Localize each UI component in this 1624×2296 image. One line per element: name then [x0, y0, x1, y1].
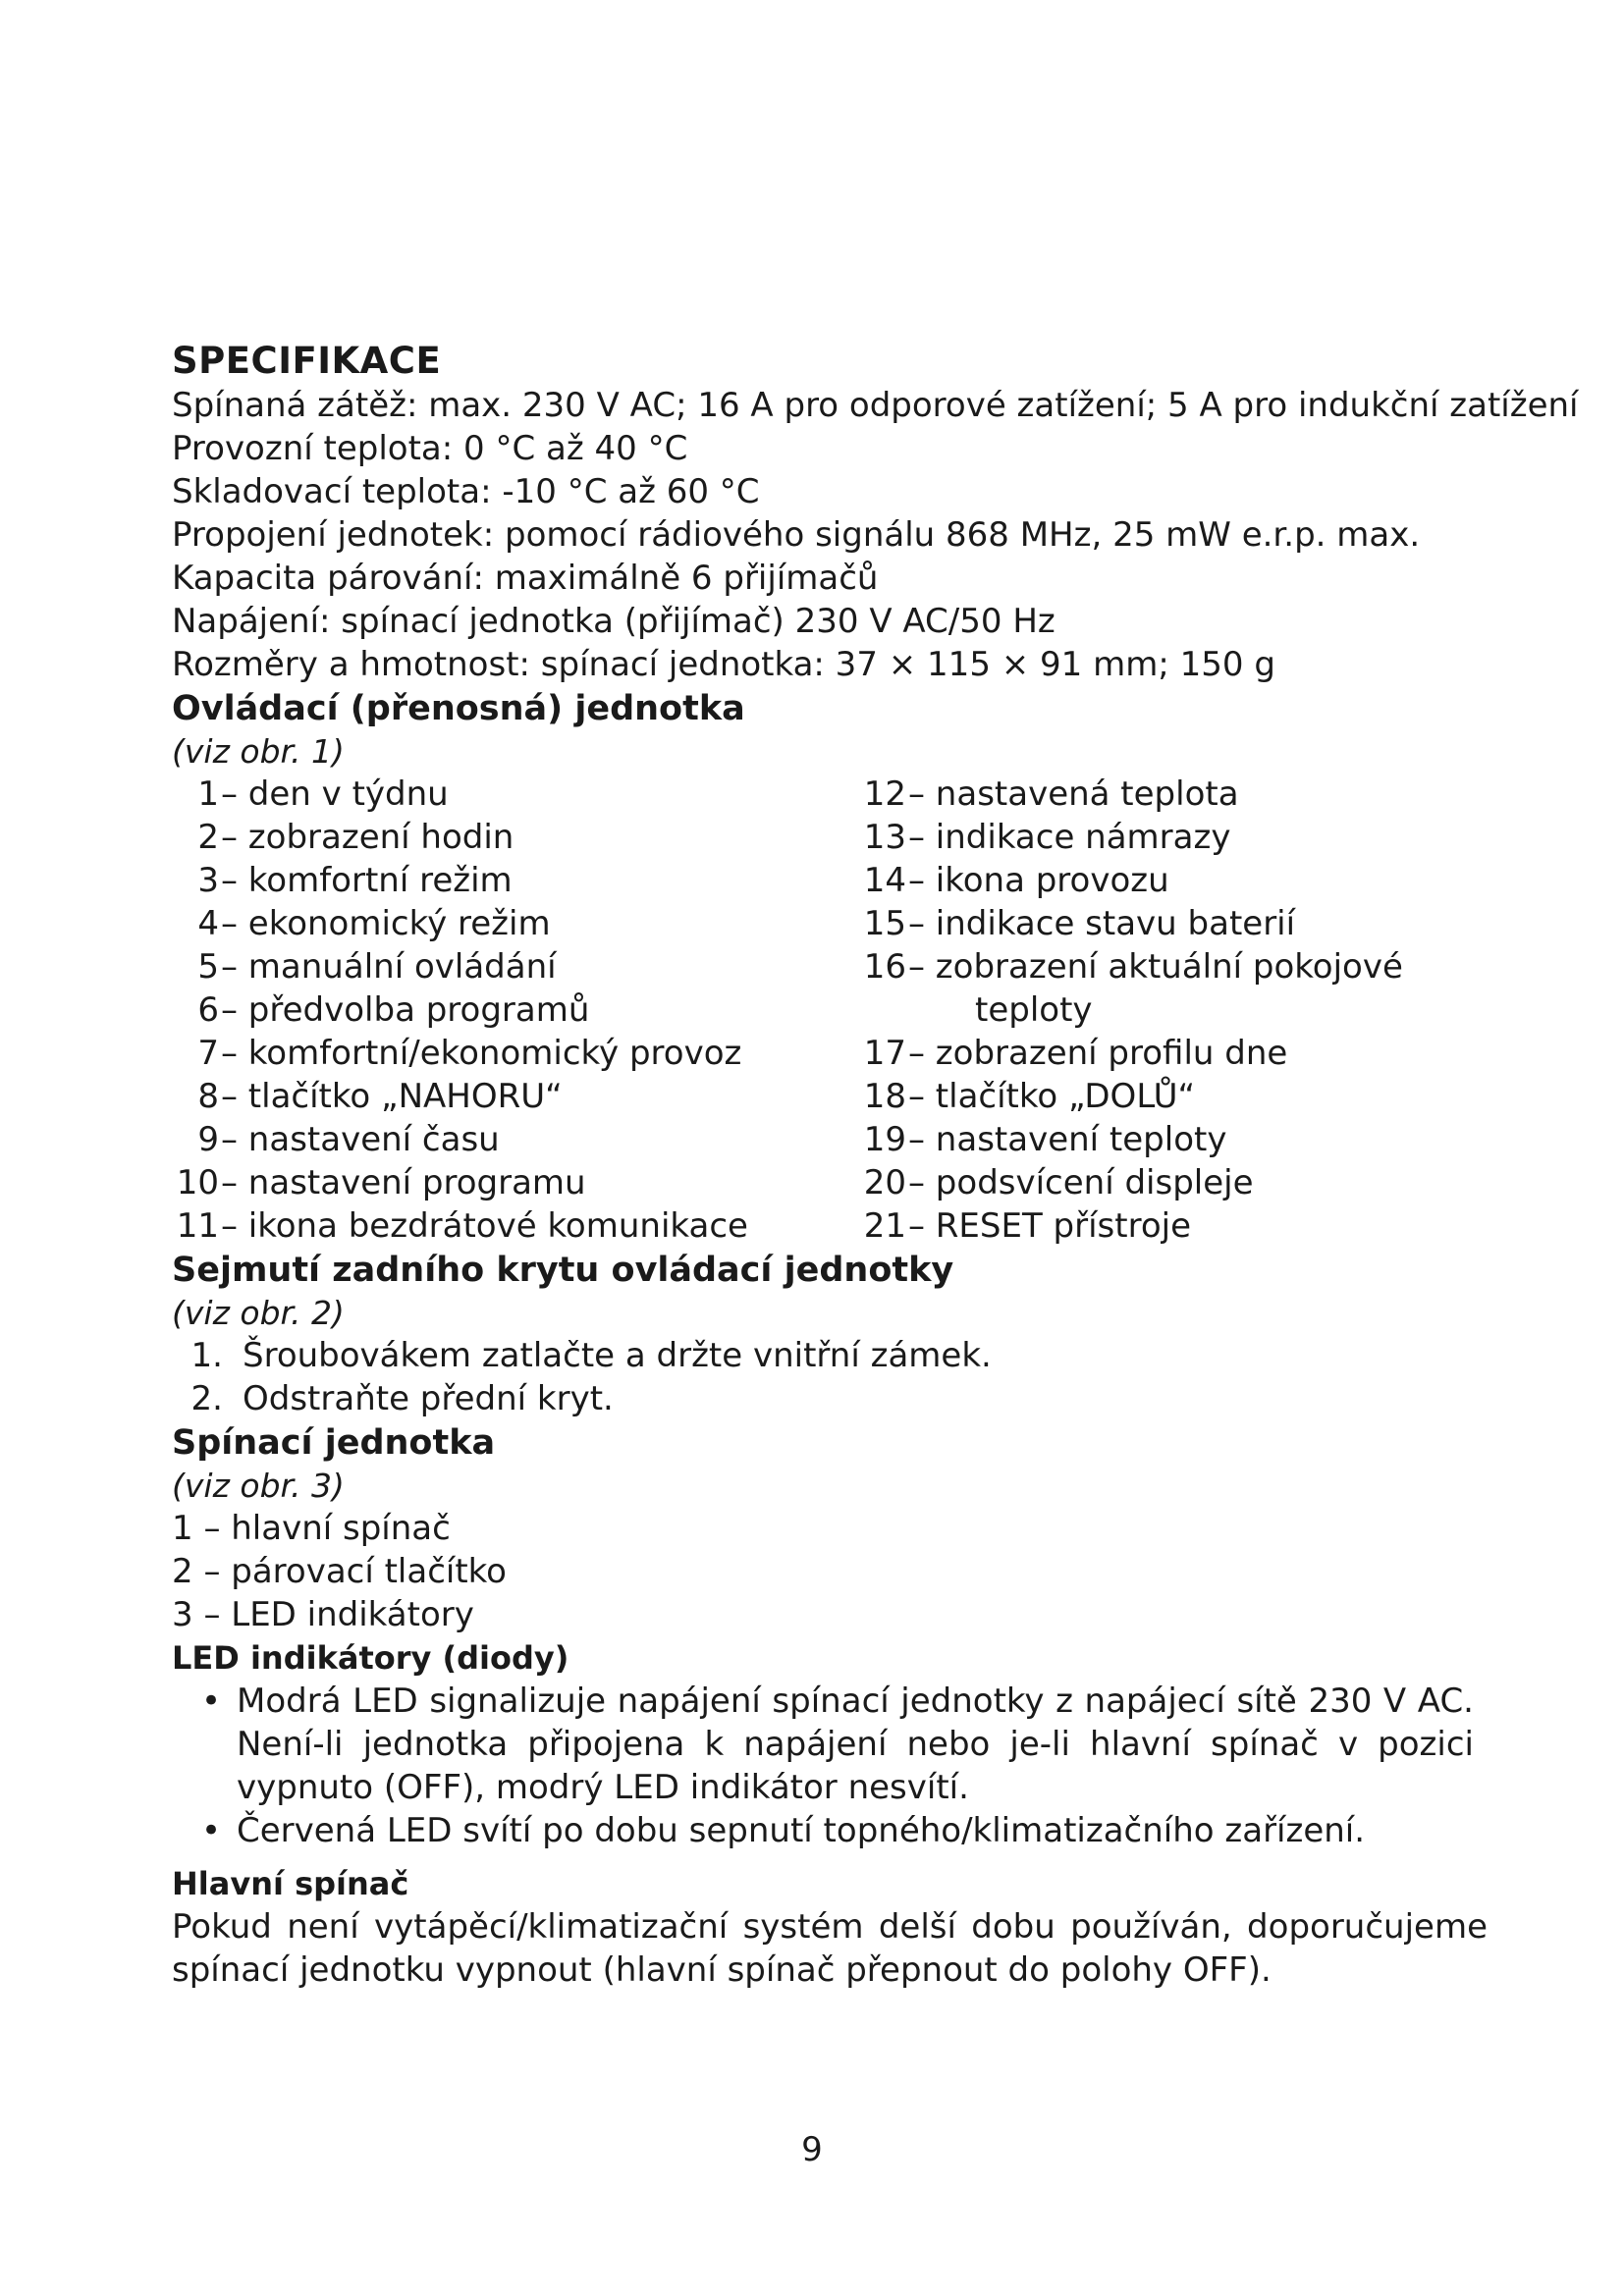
- spec-line: Skladovací teplota: -10 °C až 60 °C: [172, 472, 760, 511]
- sejmuti-heading: Sejmutí zadního krytu ovládací jednotky: [172, 1251, 954, 1290]
- spinaci-item: 2 – párovací tlačítko: [172, 1552, 507, 1591]
- legend-right-column: [859, 773, 1488, 1248]
- step-item: 1. Šroubovákem zatlačte a držte vnitřní zámek.: [190, 1336, 992, 1375]
- spinaci-item: 3 – LED indikátory: [172, 1595, 474, 1634]
- legend-item: 19 – nastavení teploty: [863, 1120, 1227, 1159]
- legend-item: 21 – RESET přístroje: [863, 1206, 1192, 1246]
- bullet-icon: •: [201, 1811, 222, 1850]
- legend-item: 9 – nastavení času: [197, 1120, 500, 1159]
- spec-list: [172, 384, 1579, 686]
- legend-item: 13 – indikace námrazy: [863, 818, 1231, 857]
- document-page: [172, 339, 1579, 1992]
- led-heading: LED indikátory (diody): [172, 1639, 569, 1677]
- legend-item: 10 – nastavení programu: [176, 1163, 586, 1202]
- hlavni-heading: Hlavní spínač: [172, 1865, 409, 1902]
- legend-item: 15 – indikace stavu baterií: [863, 904, 1296, 943]
- legend-item: 14 – ikona provozu: [863, 861, 1169, 900]
- figure-reference: (viz obr. 3): [172, 1467, 345, 1505]
- spec-line: Kapacita párování: maximálně 6 přijímačů: [172, 559, 879, 598]
- bullet-icon: •: [201, 1682, 222, 1721]
- legend-item: 5 – manuální ovládání: [197, 947, 557, 987]
- legend-item: 6 – předvolba programů: [197, 990, 590, 1030]
- legend-item: 17 – zobrazení profilu dne: [863, 1034, 1288, 1073]
- legend-item: 4 – ekonomický režim: [197, 904, 551, 943]
- bullet-item: • Červená LED svítí po dobu sepnutí topného/klimatizačního zařízení.: [201, 1811, 1366, 1850]
- page-number: 9: [801, 2130, 823, 2169]
- ovladaci-heading: Ovládací (přenosná) jednotka: [172, 689, 745, 728]
- legend-columns: [172, 773, 1488, 1248]
- legend-item-continuation: teploty: [975, 990, 1093, 1030]
- legend-left-column: [172, 773, 859, 1248]
- spec-line: Napájení: spínací jednotka (přijímač) 230 V AC/50 Hz: [172, 602, 1056, 641]
- legend-item: 12 – nastavená teplota: [863, 774, 1239, 814]
- legend-item: 18 – tlačítko „DOLŮ“: [863, 1077, 1196, 1116]
- spec-line: Spínaná zátěž: max. 230 V AC; 16 A pro odporové zatížení; 5 A pro indukční zatížení: [172, 386, 1579, 425]
- spinaci-heading: Spínací jednotka: [172, 1423, 496, 1463]
- step-item: 2. Odstraňte přední kryt.: [190, 1379, 614, 1418]
- legend-item: 2 – zobrazení hodin: [197, 818, 514, 857]
- spinaci-list: [172, 1507, 1488, 1636]
- legend-item: 11 – ikona bezdrátové komunikace: [176, 1206, 748, 1246]
- legend-item: 3 – komfortní režim: [197, 861, 513, 900]
- led-bullet-list: [172, 1680, 1488, 1852]
- spec-line: Rozměry a hmotnost: spínací jednotka: 37 × 115 × 91 mm; 150 g: [172, 645, 1275, 684]
- specifikace-heading: SPECIFIKACE: [172, 340, 442, 382]
- spinaci-item: 1 – hlavní spínač: [172, 1509, 451, 1548]
- legend-item: 7 – komfortní/ekonomický provoz: [197, 1034, 742, 1073]
- bullet-item: • Modrá LED signalizuje napájení spínací jednotky z napájecí sítě 230 V AC. Není-li jednotka připojena k napájení nebo je-li hlavní spínač v pozici vypnuto (OFF), modrý LED indikátor nesvítí.: [201, 1682, 1474, 1807]
- figure-reference: (viz obr. 2): [172, 1294, 345, 1332]
- legend-item: 20 – podsvícení displeje: [863, 1163, 1254, 1202]
- steps-list: [172, 1334, 1488, 1420]
- legend-item: 1 – den v týdnu: [197, 774, 449, 814]
- figure-reference: (viz obr. 1): [172, 732, 345, 771]
- legend-item: 16 – zobrazení aktuální pokojové: [863, 947, 1403, 987]
- legend-item: 8 – tlačítko „NAHORU“: [197, 1077, 563, 1116]
- spec-line: Provozní teplota: 0 °C až 40 °C: [172, 429, 688, 468]
- spec-line: Propojení jednotek: pomocí rádiového signálu 868 MHz, 25 mW e.r.p. max.: [172, 515, 1421, 555]
- hlavni-paragraph: Pokud není vytápěcí/klimatizační systém delší dobu používán, doporučujeme spínací jednotku vypnout (hlavní spínač přepnout do polohy OFF).: [172, 1907, 1488, 1990]
